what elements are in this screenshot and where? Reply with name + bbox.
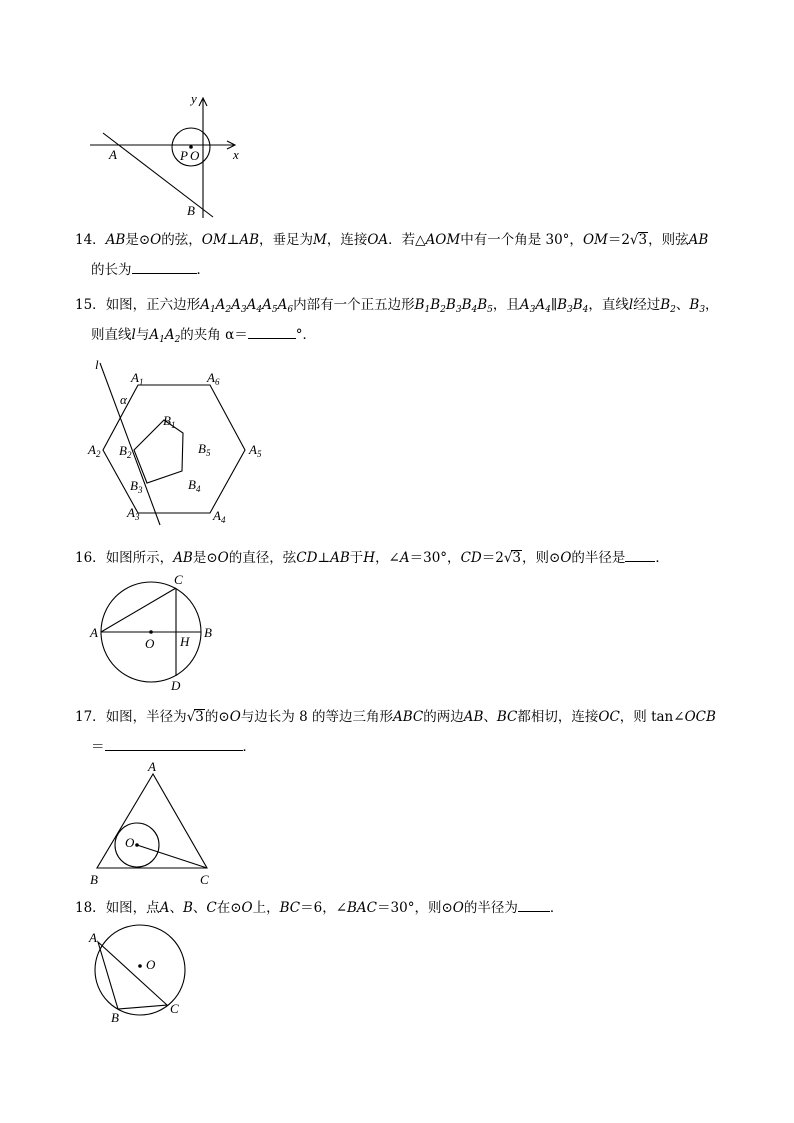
q18-text: ＝6，∠ (300, 900, 348, 916)
figure-q17 (85, 760, 225, 890)
label-o: O (125, 835, 135, 850)
figure-q18 (85, 925, 205, 1025)
q14-text: ，垂足为 (259, 232, 314, 248)
label-a3: $A_3$ (127, 505, 140, 522)
figure-q13 (85, 90, 255, 225)
q14-text: ，则弦 (648, 232, 689, 248)
q18-text: 在⊙ (216, 900, 242, 916)
center-o (149, 630, 153, 634)
q17-text: 、 (483, 709, 497, 725)
q16-text: AB (173, 550, 193, 566)
q16-text: 于 (349, 550, 364, 566)
q18-text: ． (549, 900, 564, 916)
answer-blank[interactable] (248, 324, 296, 339)
q16-text: H (363, 550, 376, 566)
q14-text: AOM (425, 232, 461, 248)
q18-text: O (452, 900, 464, 916)
answer-blank[interactable] (518, 897, 550, 912)
question-17 (75, 702, 725, 762)
q15-seg-a1a2: $A_1A_2$ (149, 327, 181, 345)
q16-text: ＝2 (481, 550, 504, 566)
q15-text: ∥ (550, 297, 558, 313)
q14-text: ．若△ (388, 232, 426, 248)
answer-blank[interactable] (625, 547, 655, 562)
q18-text: BAC (347, 900, 378, 916)
q16-text: ＝30°， (409, 550, 461, 566)
label-o: O (146, 957, 156, 972)
line-l (100, 363, 160, 525)
q16-text: 的半径是 (571, 550, 626, 566)
q17-text: 的两边 (423, 709, 464, 725)
q16-text: AB (330, 550, 350, 566)
q14-text: 的长为 (91, 262, 132, 278)
label-x: x (233, 147, 239, 162)
label-b: B (187, 203, 195, 218)
q16-text: ，∠ (375, 550, 400, 566)
q18-text: 如图，点 (105, 900, 160, 916)
q14-text: O (150, 232, 162, 248)
q17-number: 17． (75, 709, 106, 725)
q15-text: °． (295, 327, 316, 343)
q15-seg-a3a4: $A_3A_4$ (519, 297, 551, 315)
q16-text: ⊥ (317, 550, 331, 566)
triangle-abc (98, 942, 167, 1009)
label-alpha: α (120, 392, 127, 407)
q15-text: 经过 (633, 297, 661, 313)
label-b: B (90, 872, 98, 887)
label-a: A (148, 759, 156, 774)
label-b2: $B_2$ (119, 443, 132, 460)
q16-text: 如图所示， (105, 550, 174, 566)
label-a4: $A_4$ (213, 508, 226, 525)
q14-text: ，连接 (326, 232, 368, 248)
question-16 (75, 543, 725, 573)
q16-text: ，则⊙ (522, 550, 561, 566)
q16-text: CD (296, 550, 318, 566)
q17-text: 如图，半径为 (105, 709, 187, 725)
q14-text: M (313, 232, 327, 248)
q16-text: ． (655, 550, 669, 566)
q16-sqrt-value: 3 (512, 550, 522, 566)
q17-text: BC (496, 709, 518, 725)
answer-blank[interactable] (132, 259, 197, 274)
q16-text: A (399, 550, 410, 566)
label-d: D (171, 678, 181, 693)
figure-q16 (85, 570, 225, 695)
segment-ac (101, 588, 176, 632)
q16-text: 的直径，弦 (228, 550, 297, 566)
q17-text: O (229, 709, 241, 725)
label-b5: $B_5$ (198, 441, 211, 458)
q16-text: O (217, 550, 229, 566)
q17-text: 与边长为 8 的等边三角形 (240, 709, 393, 725)
q15-text: 如图，正六边形 (105, 297, 201, 313)
q16-text: 是⊙ (192, 550, 218, 566)
q17-text: ABC (392, 709, 424, 725)
figure-q17-svg (85, 760, 225, 890)
q14-text: OM (582, 232, 608, 248)
q18-text: O (241, 900, 253, 916)
q15-text: 内部有一个正五边形 (293, 297, 415, 313)
figure-q18-svg (85, 925, 205, 1025)
label-a: A (90, 625, 98, 640)
q15-text: 、 (675, 297, 690, 313)
triangle-abc (97, 774, 207, 868)
q14-text: ＝2 (607, 232, 630, 248)
label-p: P (180, 148, 188, 163)
q15-text: ， (705, 297, 719, 313)
figure-q15 (85, 355, 285, 530)
label-b4: $B_4$ (188, 477, 201, 494)
q15-text: ，直线 (588, 297, 629, 313)
figure-q16-svg (85, 570, 225, 695)
q15-text: ，且 (492, 297, 520, 313)
q15-hexagon-name: $A_1A_2A_3A_4A_5A_6$ (200, 297, 294, 315)
q16-text: CD (460, 550, 482, 566)
q18-text: BC (279, 900, 301, 916)
question-14 (75, 225, 725, 285)
q17-text: OCB (684, 709, 716, 725)
q15-text: l (131, 327, 136, 343)
q14-text: OA (367, 232, 389, 248)
q18-text: C (206, 900, 217, 916)
sqrt-sign: √ (186, 709, 196, 725)
q15-point-b3: $B_3$ (689, 297, 706, 315)
q17-text: 都相切，连接 (517, 709, 599, 725)
q15-number: 15． (75, 297, 106, 313)
label-h: H (180, 634, 190, 649)
sqrt-sign: √ (629, 232, 639, 248)
q18-text: 的半径为 (463, 900, 518, 916)
q15-text: l (628, 297, 634, 313)
q18-text: ＝30°，则⊙ (377, 900, 453, 916)
q15-pentagon-name: $B_1B_2B_3B_4B_5$ (414, 297, 493, 315)
q17-text: ＝ (91, 739, 105, 755)
q18-text: 上， (252, 900, 280, 916)
q18-number: 18． (75, 900, 106, 916)
label-a5: $A_5$ (249, 442, 262, 459)
q17-text: ． (242, 739, 256, 755)
q17-sqrt-value: 3 (195, 709, 204, 725)
q15-text: 与 (135, 327, 150, 343)
label-b1: $B_1$ (163, 413, 176, 430)
center-o (138, 964, 142, 968)
label-o: O (145, 636, 155, 651)
q16-number: 16． (75, 550, 106, 566)
label-b3: $B_3$ (130, 478, 143, 495)
q14-sqrt-value: 3 (638, 232, 648, 248)
figure-q13-svg (85, 90, 255, 225)
q15-text: 则直线 (91, 327, 132, 343)
label-l: l (95, 357, 99, 372)
q17-text: ，则 tan∠ (619, 709, 685, 725)
q14-text: OM (201, 232, 227, 248)
label-c: C (200, 872, 209, 887)
q14-text: 中有一个角是 30°， (460, 232, 583, 248)
question-18 (75, 893, 725, 923)
q18-text: B (182, 900, 193, 916)
label-a: A (89, 930, 97, 945)
q14-text: 的弦， (161, 232, 202, 248)
q16-text: O (560, 550, 572, 566)
q14-text: ． (196, 262, 210, 278)
q14-text: AB (688, 232, 709, 248)
answer-blank[interactable] (105, 736, 243, 751)
label-c: C (170, 1001, 179, 1016)
q15-point-b2: $B_2$ (660, 297, 676, 315)
line-ab (103, 133, 213, 217)
q15-text: 的夹角 α＝ (180, 327, 248, 343)
label-a2: $A_2$ (88, 442, 101, 459)
q15-seg-b3b4: $B_3B_4$ (557, 297, 589, 315)
q18-text: 、 (169, 900, 183, 916)
q18-text: 、 (192, 900, 207, 916)
label-b: B (111, 1010, 119, 1025)
label-a6: $A_6$ (207, 370, 220, 387)
label-y: y (191, 91, 197, 106)
q17-text: OC (598, 709, 620, 725)
label-c: C (174, 572, 183, 587)
label-o: O (190, 148, 200, 163)
q14-text: ⊥ (226, 232, 240, 248)
label-a1: $A_1$ (131, 370, 144, 387)
q14-text: AB (239, 232, 260, 248)
label-a: A (109, 147, 117, 162)
figure-q15-svg (85, 355, 285, 530)
q14-number: 14． (75, 232, 106, 248)
q14-text: AB (105, 232, 126, 248)
q17-text: AB (463, 709, 484, 725)
label-b: B (204, 625, 212, 640)
question-15 (75, 290, 725, 350)
sqrt-sign: √ (503, 550, 513, 566)
q18-text: A (159, 900, 170, 916)
q14-text: 是⊙ (125, 232, 151, 248)
q17-text: 的⊙ (204, 709, 230, 725)
